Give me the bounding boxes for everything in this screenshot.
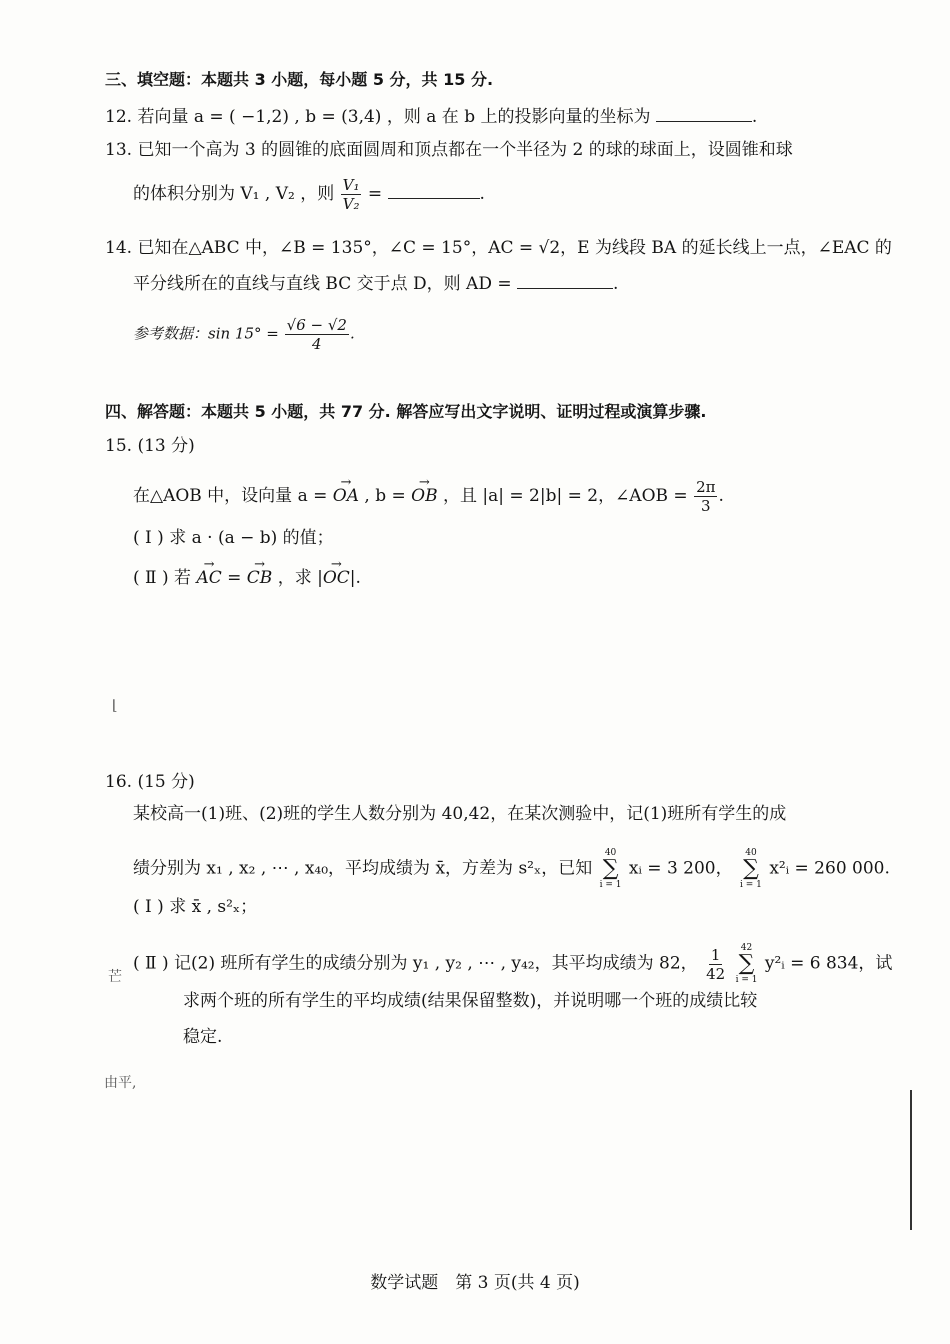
- q16-number: 16.: [105, 772, 133, 792]
- sigma-icon: ∑: [602, 856, 619, 881]
- q16-sum2-bot: i = 1: [740, 880, 762, 890]
- question-16-header: [105, 770, 195, 794]
- q16-part2-line2: 求两个班的所有学生的平均成绩(结果保留整数)，并说明哪一个班的成绩比较: [183, 991, 758, 1011]
- q14-answer-blank[interactable]: [517, 274, 613, 289]
- q15-vec-ob: → OB: [411, 484, 437, 508]
- question-14-line1: [105, 236, 892, 260]
- q15-p2-end: |.: [349, 568, 361, 588]
- q15-angle-bot: 3: [701, 497, 711, 515]
- q15-p2-mid: ，求 |: [277, 568, 323, 588]
- q16-line2-mid: xᵢ = 3 200，: [628, 858, 733, 879]
- sigma-icon: ∑: [743, 856, 759, 881]
- q16-one-over-42: [704, 946, 727, 983]
- q13-frac-bot: V₂: [342, 195, 360, 213]
- q13-line2-pre: 的体积分别为 V₁ , V₂ ，则: [133, 184, 335, 204]
- q14-line1: 已知在△ABC 中，∠B = 135°，∠C = 15°，AC = √2，E 为线段 BA 的延长线上一点，∠EAC 的: [137, 238, 892, 258]
- q16-sum2-top: 40: [745, 848, 757, 858]
- q13-volume-ratio: [341, 176, 362, 213]
- q13-answer-blank[interactable]: [388, 184, 480, 199]
- q13-line1: 已知一个高为 3 的圆锥的底面圆周和顶点都在一个半径为 2 的球的球面上，设圆锥和球: [137, 140, 793, 160]
- stray-mark-1: ⌊: [112, 698, 118, 714]
- q15-vec-oc: → OC: [323, 566, 350, 590]
- q14-ref-top: √6 − √2: [286, 316, 347, 334]
- q14-reference-data: [133, 316, 355, 353]
- q12-end: .: [751, 107, 758, 127]
- q16-line2-pre: 绩分别为 x₁ , x₂ , ⋯ , x₄₀，平均成绩为 x̄，方差为 s²ₓ，已知: [133, 858, 593, 879]
- question-14-line2: [133, 272, 618, 296]
- q16-part1: ( Ⅰ ) 求 x̄ , s²ₓ；: [133, 897, 258, 917]
- q16-line2-end: x²ᵢ = 260 000.: [769, 858, 890, 879]
- q15-stem-mid: , b =: [364, 486, 406, 506]
- page-footer: 数学试题 第 3 页(共 4 页): [370, 1273, 580, 1293]
- q15-stem-pre: 在△AOB 中，设向量 a =: [133, 486, 328, 506]
- stray-mark-3: 由平,: [104, 1075, 137, 1091]
- q15-vec-oa: → OA: [333, 484, 359, 508]
- question-15-header: [105, 434, 195, 458]
- q16-sum3-top: 42: [740, 943, 753, 953]
- q16-sum-1: [600, 848, 622, 890]
- q16-sum-3: [736, 943, 758, 985]
- q15-vec-cb: → CB: [247, 566, 273, 590]
- q12-answer-blank[interactable]: [656, 107, 752, 122]
- q16-part2-line3: 稳定.: [183, 1027, 223, 1047]
- q15-number: 15.: [105, 436, 133, 456]
- q16-line1: 某校高一(1)班、(2)班的学生人数分别为 40,42，在某次测验中，记(1)班所有学生的成: [133, 804, 787, 824]
- q16-p2-post: y²ᵢ = 6 834，试: [764, 953, 893, 974]
- question-13-line1: [105, 138, 793, 162]
- q13-frac-top: V₁: [342, 176, 360, 194]
- q16-part2-line1: [133, 943, 892, 985]
- q15-score: (13 分): [137, 436, 195, 456]
- q13-eq: =: [367, 184, 383, 204]
- stray-mark-2: 芒: [108, 969, 122, 985]
- q15-stem-post: ，且 |a| = 2|b| = 2，∠AOB =: [443, 486, 688, 506]
- q14-ref-pre: 参考数据：sin 15° =: [133, 324, 279, 343]
- section-3-heading: 三、填空题：本题共 3 小题，每小题 5 分，共 15 分.: [105, 70, 494, 89]
- q16-sum1-top: 40: [604, 848, 617, 858]
- q15-angle-top: 2π: [696, 478, 716, 496]
- q16-frac-bot: 42: [706, 964, 726, 983]
- q15-stem: [133, 478, 724, 515]
- q15-p2-pre: ( Ⅱ ) 若: [133, 568, 192, 588]
- q12-number: 12.: [105, 107, 133, 127]
- section-4-heading: 四、解答题：本题共 5 小题，共 77 分. 解答应写出文字说明、证明过程或演算步骤.: [105, 402, 707, 421]
- q16-sum1-bot: i = 1: [599, 880, 622, 890]
- q14-end: .: [613, 274, 619, 294]
- q16-score: (15 分): [137, 772, 195, 792]
- q15-angle: [694, 478, 717, 515]
- q14-number: 14.: [105, 238, 133, 258]
- sigma-icon: ∑: [738, 951, 755, 976]
- q16-sum3-bot: i = 1: [735, 975, 758, 985]
- q14-ref-bot: 4: [312, 335, 322, 353]
- q15-part1: ( Ⅰ ) 求 a · (a − b) 的值；: [133, 528, 334, 548]
- margin-line: [910, 1090, 912, 1230]
- q16-line2: [133, 848, 890, 890]
- q16-frac-top: 1: [710, 945, 721, 964]
- question-12: [105, 105, 757, 129]
- q16-p2-pre: ( Ⅱ ) 记(2) 班所有学生的成绩分别为 y₁ , y₂ , ⋯ , y₄₂，其平均成绩为 82，: [133, 953, 698, 974]
- q14-ref-end: .: [349, 324, 355, 343]
- q14-line2: 平分线所在的直线与直线 BC 交于点 D，则 AD =: [133, 274, 512, 294]
- q16-sum-2: [740, 848, 762, 890]
- question-13-line2: [133, 176, 485, 213]
- q15-vec-ac: → AC: [196, 566, 221, 590]
- q15-part2: [133, 566, 361, 590]
- q15-stem-end: .: [718, 486, 724, 506]
- q15-p2-eq: =: [227, 568, 242, 588]
- q13-number: 13.: [105, 140, 133, 160]
- q12-text: 若向量 a = ( −1,2) , b = (3,4) ，则 a 在 b 上的投影向量的坐标为: [137, 107, 651, 127]
- q14-sin15-value: [285, 316, 349, 353]
- q13-end: .: [479, 184, 485, 204]
